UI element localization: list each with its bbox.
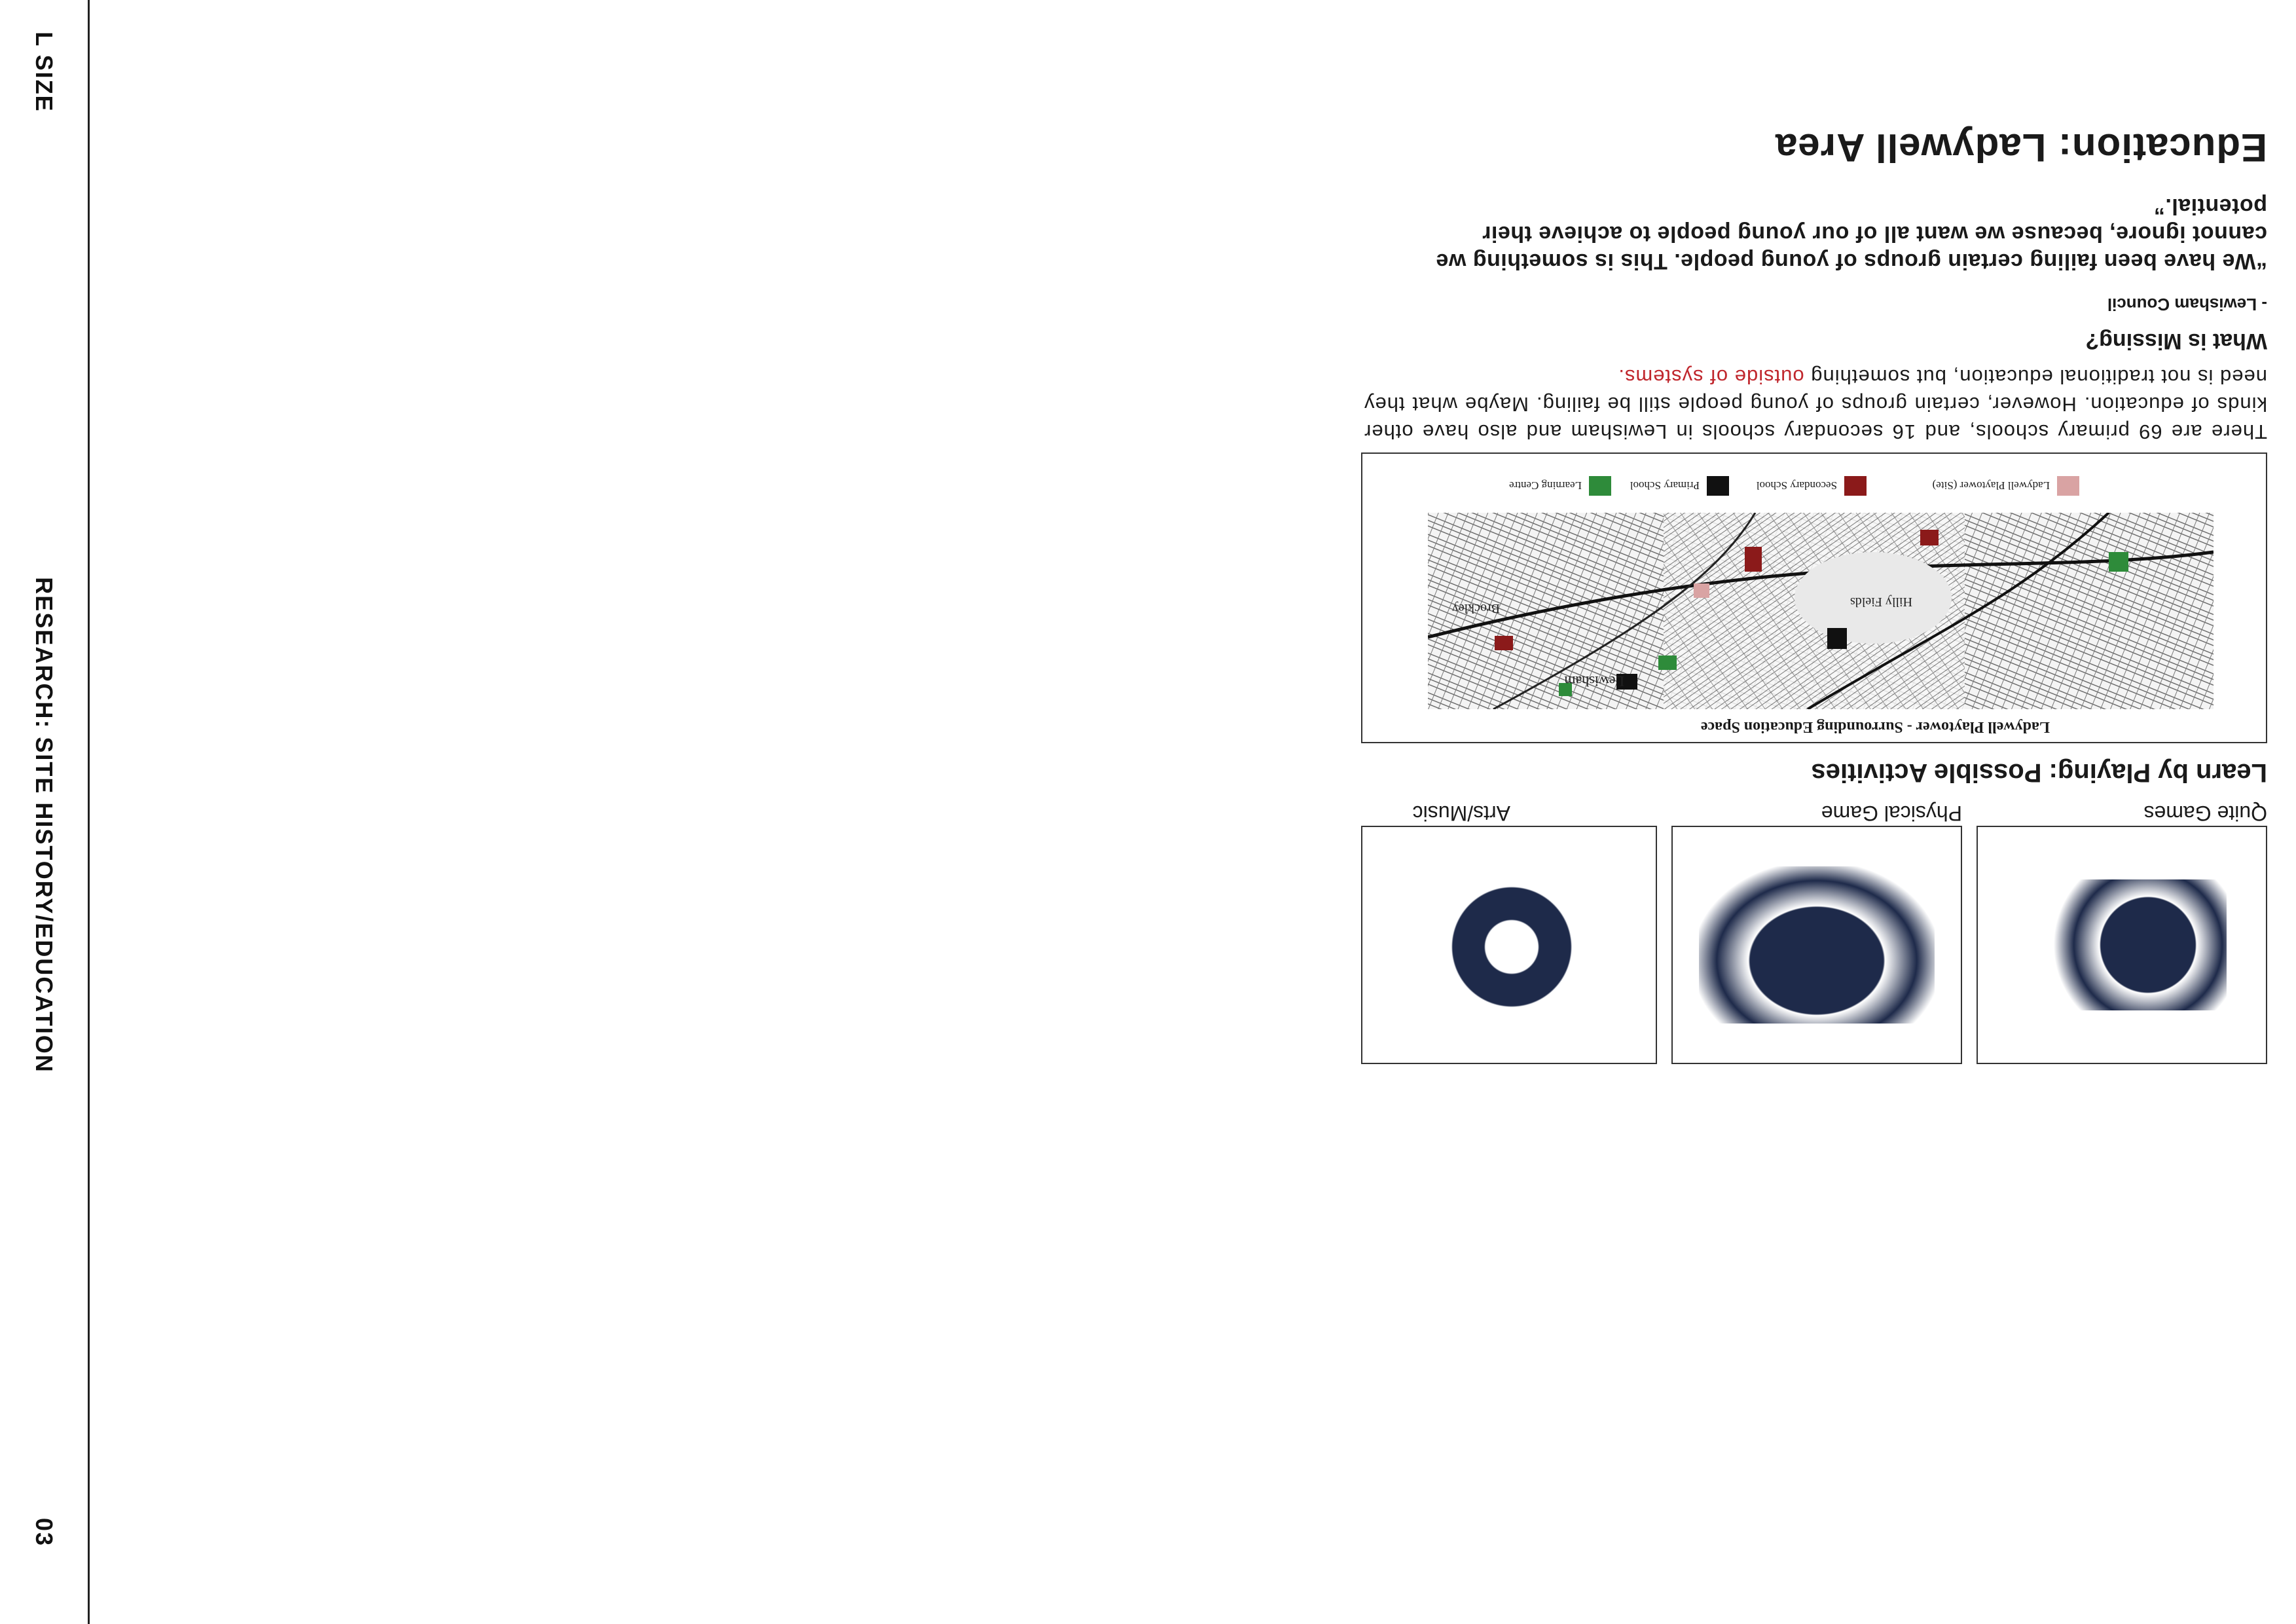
education-title: Education: Ladywell Area: [1775, 126, 2267, 170]
legend-swatch-secondary: [1844, 476, 1867, 496]
legend-label: Secondary School: [1756, 479, 1837, 492]
legend-label: Primary School: [1630, 479, 1700, 492]
legend-label: Learning Centre: [1509, 479, 1582, 492]
legend-swatch-site: [2057, 476, 2079, 496]
activity-label: Quite Games: [2143, 802, 2267, 825]
learning-centre-marker: [2109, 552, 2128, 572]
size-label: L SIZE: [31, 31, 58, 113]
map-title: Ladywell Playtower - Surrounding Education Space: [1700, 718, 2050, 735]
map-label: Brockley: [1451, 601, 1500, 616]
page-number: 03: [31, 1517, 58, 1547]
activity-label: Physical Game: [1821, 802, 1962, 825]
secondary-school-marker: [1745, 547, 1762, 572]
activities-heading: Learn by Playing: Possible Activities: [1811, 758, 2267, 787]
education-title-block: [1351, 125, 2267, 170]
map-label: Lewisham: [1564, 673, 1624, 690]
secondary-school-marker: [1495, 636, 1513, 650]
secondary-school-marker: [1920, 530, 1939, 545]
side-strip: [0, 0, 90, 1624]
site-marker: [1694, 583, 1709, 598]
main-content: [88, 0, 2296, 1624]
activity-image-physical-game: [1671, 826, 1962, 1064]
missing-heading: What is Missing?: [2085, 329, 2267, 354]
council-quote: “We have been failing certain groups of young people. This is something we cannot ignore, because we want all of our young people to achieve their potential.”: [1436, 194, 2267, 274]
map-label: Hilly Fields: [1850, 595, 1912, 609]
activity-image-arts-music: [1361, 826, 1657, 1064]
quote-source: - Lewisham Council: [2107, 295, 2267, 314]
section-label: RESEARCH: SITE HISTORY/EDUCATION: [31, 577, 58, 1073]
activity-label: Arts/Music: [1412, 802, 1510, 825]
map-graphic: [1428, 513, 2214, 709]
activity-image-quite-games: [1977, 826, 2267, 1064]
legend-swatch-primary: [1707, 476, 1729, 496]
legend-swatch-learning: [1589, 476, 1611, 496]
map-panel: [1361, 452, 2267, 743]
learning-centre-marker: [1658, 655, 1677, 670]
missing-body: There are 69 primary schools, and 16 secondary schools in Lewisham and also have other kinds of education. However, certain groups of young people still be failing. Maybe what they need is not traditional education, but something outside of systems.: [1364, 365, 2267, 443]
primary-school-marker: [1827, 628, 1847, 649]
legend-label: Ladywell Playtower (Site): [1932, 479, 2050, 492]
